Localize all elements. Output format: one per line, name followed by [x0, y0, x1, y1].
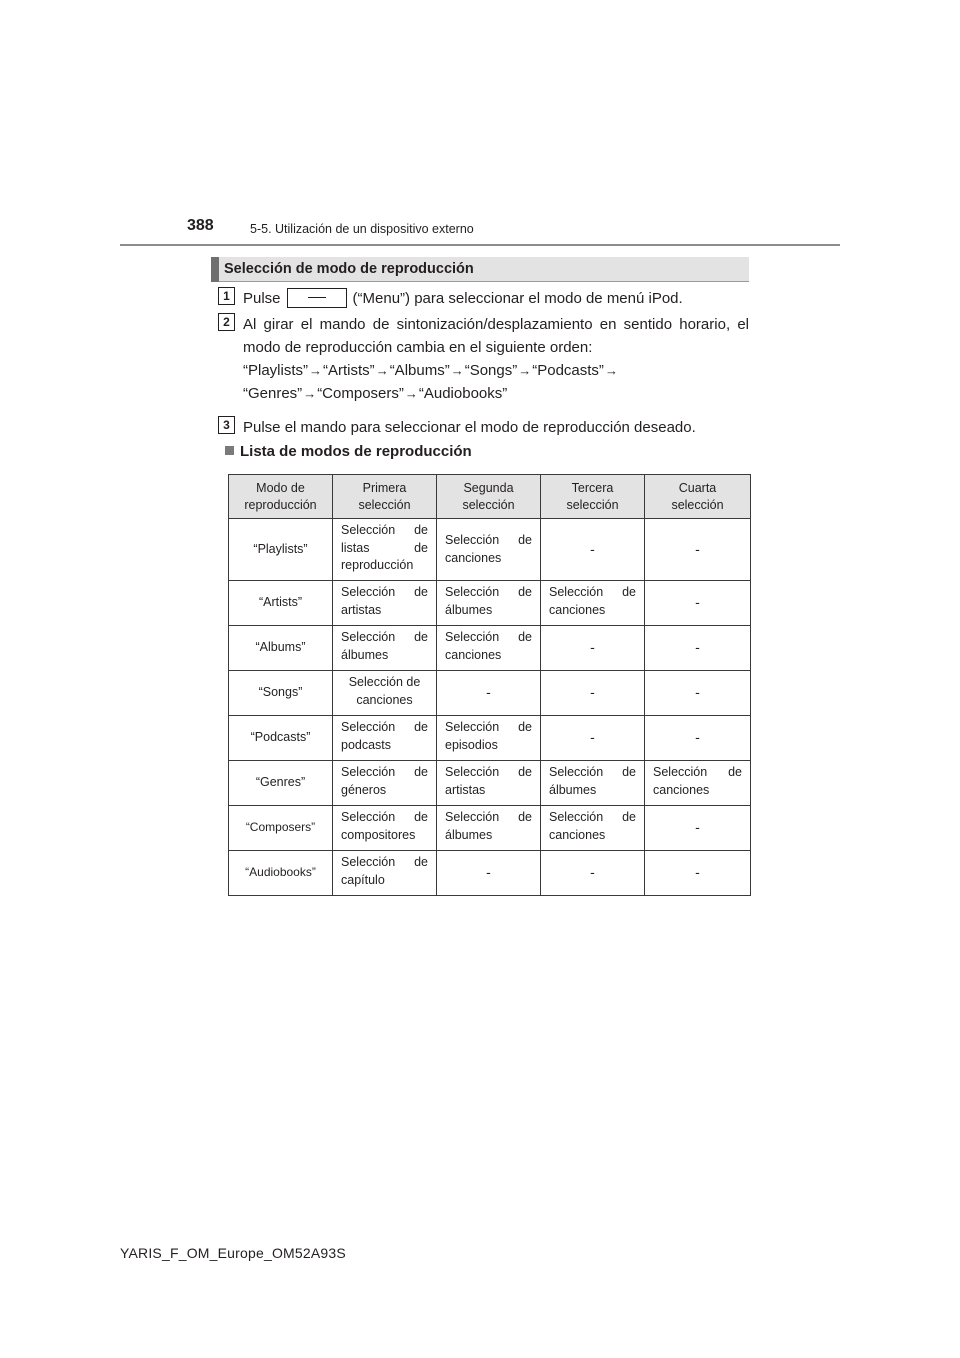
- play-order-sequence: [243, 359, 753, 405]
- arrow-right-icon: →: [375, 363, 389, 378]
- arrow-right-icon: →: [518, 363, 532, 378]
- step-3-text: Pulse el mando para seleccionar el modo de reproducción deseado.: [243, 419, 696, 436]
- step-1-text: [243, 287, 683, 311]
- step-1-text-after: (“Menu”) para seleccionar el modo de menú iPod.: [352, 290, 683, 307]
- arrow-right-icon: →: [450, 363, 464, 378]
- cell-mode: “Songs”: [229, 671, 333, 716]
- document-footer: YARIS_F_OM_Europe_OM52A93S: [120, 1245, 346, 1261]
- cell-fourth: -: [645, 671, 751, 716]
- cell-fourth: -: [645, 626, 751, 671]
- cell-third: -: [541, 626, 645, 671]
- cell-third: -: [541, 716, 645, 761]
- cell-mode: “Podcasts”: [229, 716, 333, 761]
- cell-second: -: [437, 671, 541, 716]
- table-row: [229, 851, 751, 896]
- arrow-right-icon: →: [604, 363, 618, 378]
- header-mode-line1: Modo de: [256, 480, 305, 495]
- cell-first: Selección de canciones: [333, 671, 437, 716]
- subheading-title: Selección de modo de reproducción: [224, 261, 474, 277]
- order-genres: “Genres”: [243, 385, 303, 402]
- arrow-right-icon: →: [404, 386, 418, 401]
- list-heading-text: Lista de modos de reproducción: [240, 443, 472, 460]
- cell-first: Selección de podcasts: [333, 716, 437, 761]
- header-mode: [229, 475, 333, 519]
- step-2-text: Al girar el mando de sintonización/desplazamiento en sentido horario, el modo de reproducción cambia en el siguiente orden:: [243, 316, 749, 356]
- cell-mode: “Albums”: [229, 626, 333, 671]
- header-fourth: [645, 475, 751, 519]
- section-title: 5-5. Utilización de un dispositivo externo: [250, 222, 474, 236]
- cell-third: Selección de canciones: [541, 806, 645, 851]
- header-fourth-line2: selección: [671, 497, 724, 512]
- cell-third: -: [541, 851, 645, 896]
- cell-fourth: -: [645, 806, 751, 851]
- header-fourth-line1: Cuarta: [678, 480, 717, 495]
- header-first-line1: Primera: [362, 480, 407, 495]
- cell-first: Selección de géneros: [333, 761, 437, 806]
- header-first: [333, 475, 437, 519]
- cell-third: Selección de canciones: [541, 581, 645, 626]
- order-playlists: “Playlists”: [243, 362, 309, 379]
- header-third-line1: Tercera: [571, 480, 614, 495]
- cell-fourth: -: [645, 716, 751, 761]
- cell-first: Selección de álbumes: [333, 626, 437, 671]
- table-row: [229, 671, 751, 716]
- cell-second: Selección de canciones: [437, 626, 541, 671]
- cell-mode: “Composers”: [229, 806, 333, 851]
- cell-third: -: [541, 671, 645, 716]
- header-third: [541, 475, 645, 519]
- cell-first: Selección de listas de reproducción: [333, 519, 437, 581]
- cell-fourth: Selección de canciones: [645, 761, 751, 806]
- header-first-line2: selección: [358, 497, 411, 512]
- cell-second: Selección de artistas: [437, 761, 541, 806]
- header-mode-line2: reproducción: [244, 497, 317, 512]
- table-header-row: [229, 475, 751, 519]
- cell-mode: “Playlists”: [229, 519, 333, 581]
- header-third-line2: selección: [566, 497, 619, 512]
- square-bullet-icon: [225, 446, 234, 455]
- cell-fourth: -: [645, 851, 751, 896]
- cell-fourth: -: [645, 519, 751, 581]
- table-row: [229, 761, 751, 806]
- cell-fourth: -: [645, 581, 751, 626]
- step-number-3: 3: [218, 416, 235, 434]
- cell-second: Selección de álbumes: [437, 806, 541, 851]
- table-row: [229, 626, 751, 671]
- cell-first: Selección de compositores: [333, 806, 437, 851]
- order-albums: “Albums”: [389, 362, 450, 379]
- menu-button-icon: [287, 288, 347, 308]
- header-divider: [120, 244, 840, 246]
- table-row: [229, 581, 751, 626]
- order-podcasts: “Podcasts”: [532, 362, 604, 379]
- menu-dash-icon: [308, 297, 326, 299]
- page-number: 388: [187, 217, 214, 234]
- cell-second: Selección de canciones: [437, 519, 541, 581]
- cell-third: Selección de álbumes: [541, 761, 645, 806]
- cell-mode: “Artists”: [229, 581, 333, 626]
- table-row: [229, 519, 751, 581]
- playback-modes-table: [228, 474, 751, 896]
- cell-first: Selección de capítulo: [333, 851, 437, 896]
- cell-second: -: [437, 851, 541, 896]
- arrow-right-icon: →: [303, 386, 317, 401]
- table-row: [229, 716, 751, 761]
- step-number-1: 1: [218, 287, 235, 305]
- arrow-right-icon: →: [309, 363, 323, 378]
- table-row: [229, 806, 751, 851]
- order-artists: “Artists”: [323, 362, 375, 379]
- step-1-text-before: Pulse: [243, 290, 281, 307]
- order-audiobooks: “Audiobooks”: [418, 385, 508, 402]
- header-second-line2: selección: [462, 497, 515, 512]
- subheading-banner: [211, 257, 749, 282]
- cell-mode: “Audiobooks”: [229, 851, 333, 896]
- cell-first: Selección de artistas: [333, 581, 437, 626]
- step-number-2: 2: [218, 313, 235, 331]
- cell-second: Selección de episodios: [437, 716, 541, 761]
- cell-mode: “Genres”: [229, 761, 333, 806]
- header-second-line1: Segunda: [463, 480, 514, 495]
- list-heading: [225, 443, 472, 460]
- cell-second: Selección de álbumes: [437, 581, 541, 626]
- header-second: [437, 475, 541, 519]
- cell-third: -: [541, 519, 645, 581]
- order-songs: “Songs”: [464, 362, 518, 379]
- subheading-accent-bar: [211, 257, 219, 282]
- order-composers: “Composers”: [317, 385, 404, 402]
